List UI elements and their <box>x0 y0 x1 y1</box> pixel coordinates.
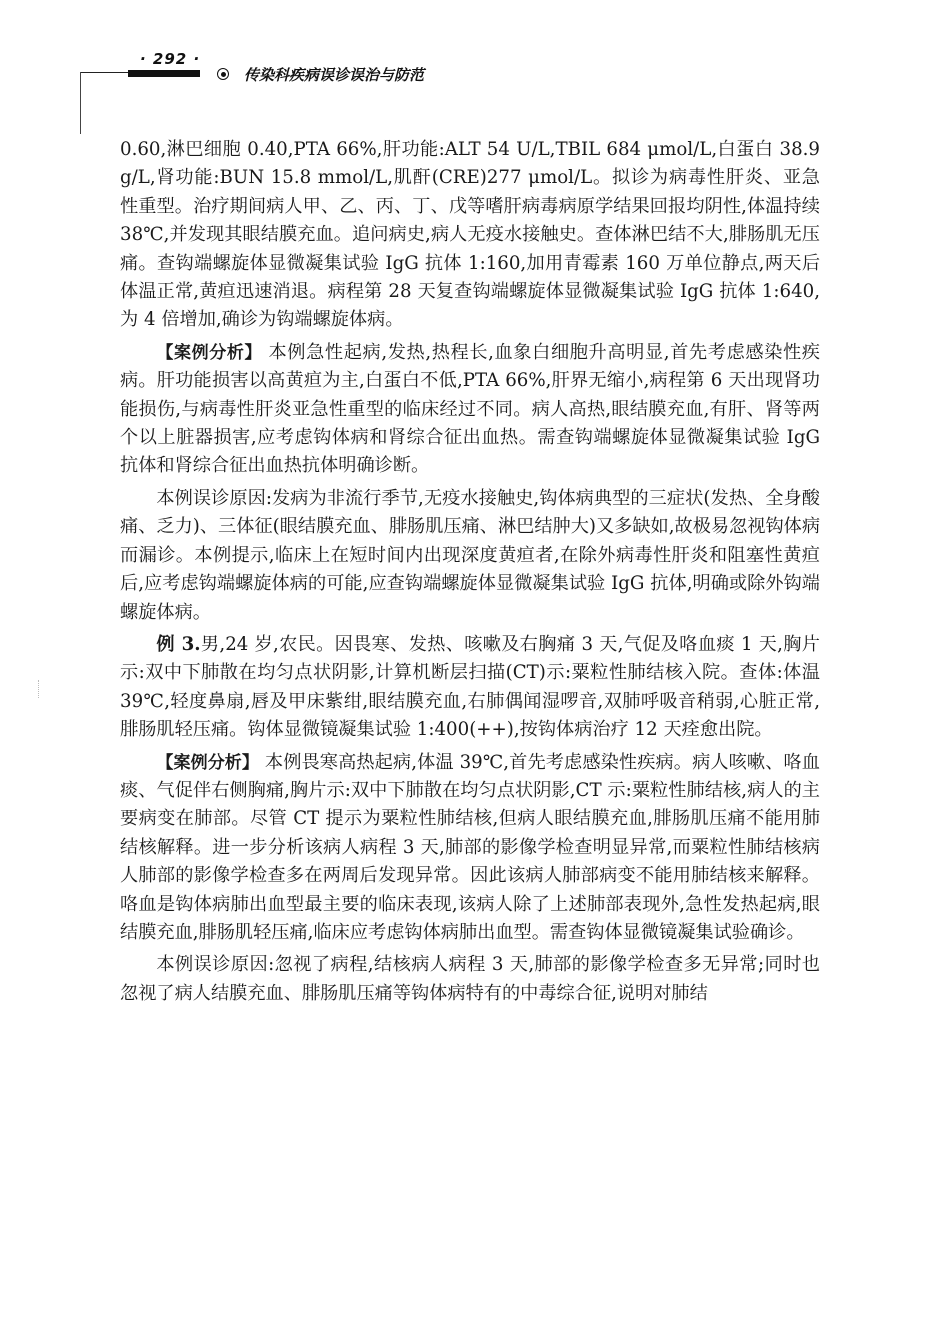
paragraph-text: 本例急性起病,发热,热程长,血象白细胞升高明显,首先考虑感染性疾病。肝功能损害以高黄疸为主,白蛋白不低,PTA 66%,肝界无缩小,病程第 6 天出现肾功能损伤,与病毒性肝炎亚急性重型的临床经过不同。病人高热,眼结膜充血,有肝、肾等两个以上脏器损害,应考虑钩体病和肾综合征出血热。需查钩端螺旋体显微凝集试验 IgG 抗体和肾综合征出血热抗体明确诊断。 <box>120 341 820 477</box>
paragraph-text: 本例误诊原因:发病为非流行季节,无疫水接触史,钩体病典型的三症状(发热、全身酸痛、乏力)、三体征(眼结膜充血、腓肠肌压痛、淋巴结肿大)又多缺如,故极易忽视钩体病而漏诊。本例提示,临床上在短时间内出现深度黄疸者,在除外病毒性肝炎和阻塞性黄疸后,应考虑钩端螺旋体病的可能,应查钩端螺旋体显微凝集试验 IgG 抗体,明确或除外钩端螺旋体病。 <box>120 487 821 623</box>
paragraph-misdiagnosis-reason-2 <box>120 951 820 1008</box>
paragraph-text: 男,24 岁,农民。因畏寒、发热、咳嗽及右胸痛 3 天,气促及咯血痰 1 天,胸片示:双中下肺散在均匀点状阴影,计算机断层扫描(CT)示:粟粒性肺结核入院。查体:体温 39℃,轻度鼻扇,唇及甲床紫绀,眼结膜充血,右肺偶闻湿啰音,双肺呼吸音稍弱,心脏正常,腓肠肌轻压痛。钩体显微镜凝集试验 1:400(++),按钩体病治疗 12 天痊愈出院。 <box>120 633 820 741</box>
paragraph-case-analysis <box>120 339 820 481</box>
header-bar <box>128 70 200 77</box>
margin-rule <box>80 72 81 134</box>
page-number: · 292 · <box>140 50 201 68</box>
example-label: 例 3. <box>156 633 201 655</box>
paragraph-example-3 <box>120 631 820 745</box>
section-label: 【案例分析】 <box>156 342 263 363</box>
section-label: 【案例分析】 <box>156 752 260 773</box>
paragraph-misdiagnosis-reason <box>120 485 820 627</box>
paragraph-case-continuation <box>120 136 820 335</box>
body-text <box>120 136 820 1012</box>
margin-mark <box>38 680 40 698</box>
paragraph-text: 本例畏寒高热起病,体温 39℃,首先考虑感染性疾病。病人咳嗽、咯血痰、气促伴右侧胸痛,胸片示:双中下肺散在均匀点状阴影,CT 示:粟粒性肺结核,病人的主要病变在肺部。尽管 CT 提示为粟粒性肺结核,但病人眼结膜充血,腓肠肌压痛不能用肺结核解释。进一步分析该病人病程 3 天,肺部的影像学检查明显异常,而粟粒性肺结核病人肺部的影像学检查多在两周后发现异常。因此该病人肺部病变不能用肺结核来解释。咯血是钩体病肺出血型最主要的临床表现,该病人除了上述肺部表现外,急性发热起病,眼结膜充血,腓肠肌轻压痛,临床应考虑钩体病肺出血型。需查钩体显微镜凝集试验确诊。 <box>120 751 820 943</box>
paragraph-case-analysis-2 <box>120 749 820 948</box>
running-title: 传染科疾病误诊误治与防范 <box>244 66 425 84</box>
paragraph-text: 本例误诊原因:忽视了病程,结核病人病程 3 天,肺部的影像学检查多无异常;同时也忽视了病人结膜充血、腓肠肌压痛等钩体病特有的中毒综合征,说明对肺结 <box>120 954 820 1004</box>
header-rule <box>80 72 128 73</box>
bullet-icon <box>217 68 229 80</box>
paragraph-text: 0.60,淋巴细胞 0.40,PTA 66%,肝功能:ALT 54 U/L,TBIL 684 μmol/L,白蛋白 38.9 g/L,肾功能:BUN 15.8 mmol/L,肌酐(CRE)277 μmol/L。拟诊为病毒性肝炎、亚急性重型。治疗期间病人甲、乙、丙、丁、戊等嗜肝病毒病原学结果回报均阴性,体温持续 38℃,并发现其眼结膜充血。追问病史,病人无疫水接触史。查体淋巴结不大,腓肠肌无压痛。查钩端螺旋体显微凝集试验 IgG 抗体 1:160,加用青霉素 160 万单位静点,两天后体温正常,黄疸迅速消退。病程第 28 天复查钩端螺旋体显微凝集试验 IgG 抗体 1:640,为 4 倍增加,确诊为钩端螺旋体病。 <box>120 139 821 331</box>
